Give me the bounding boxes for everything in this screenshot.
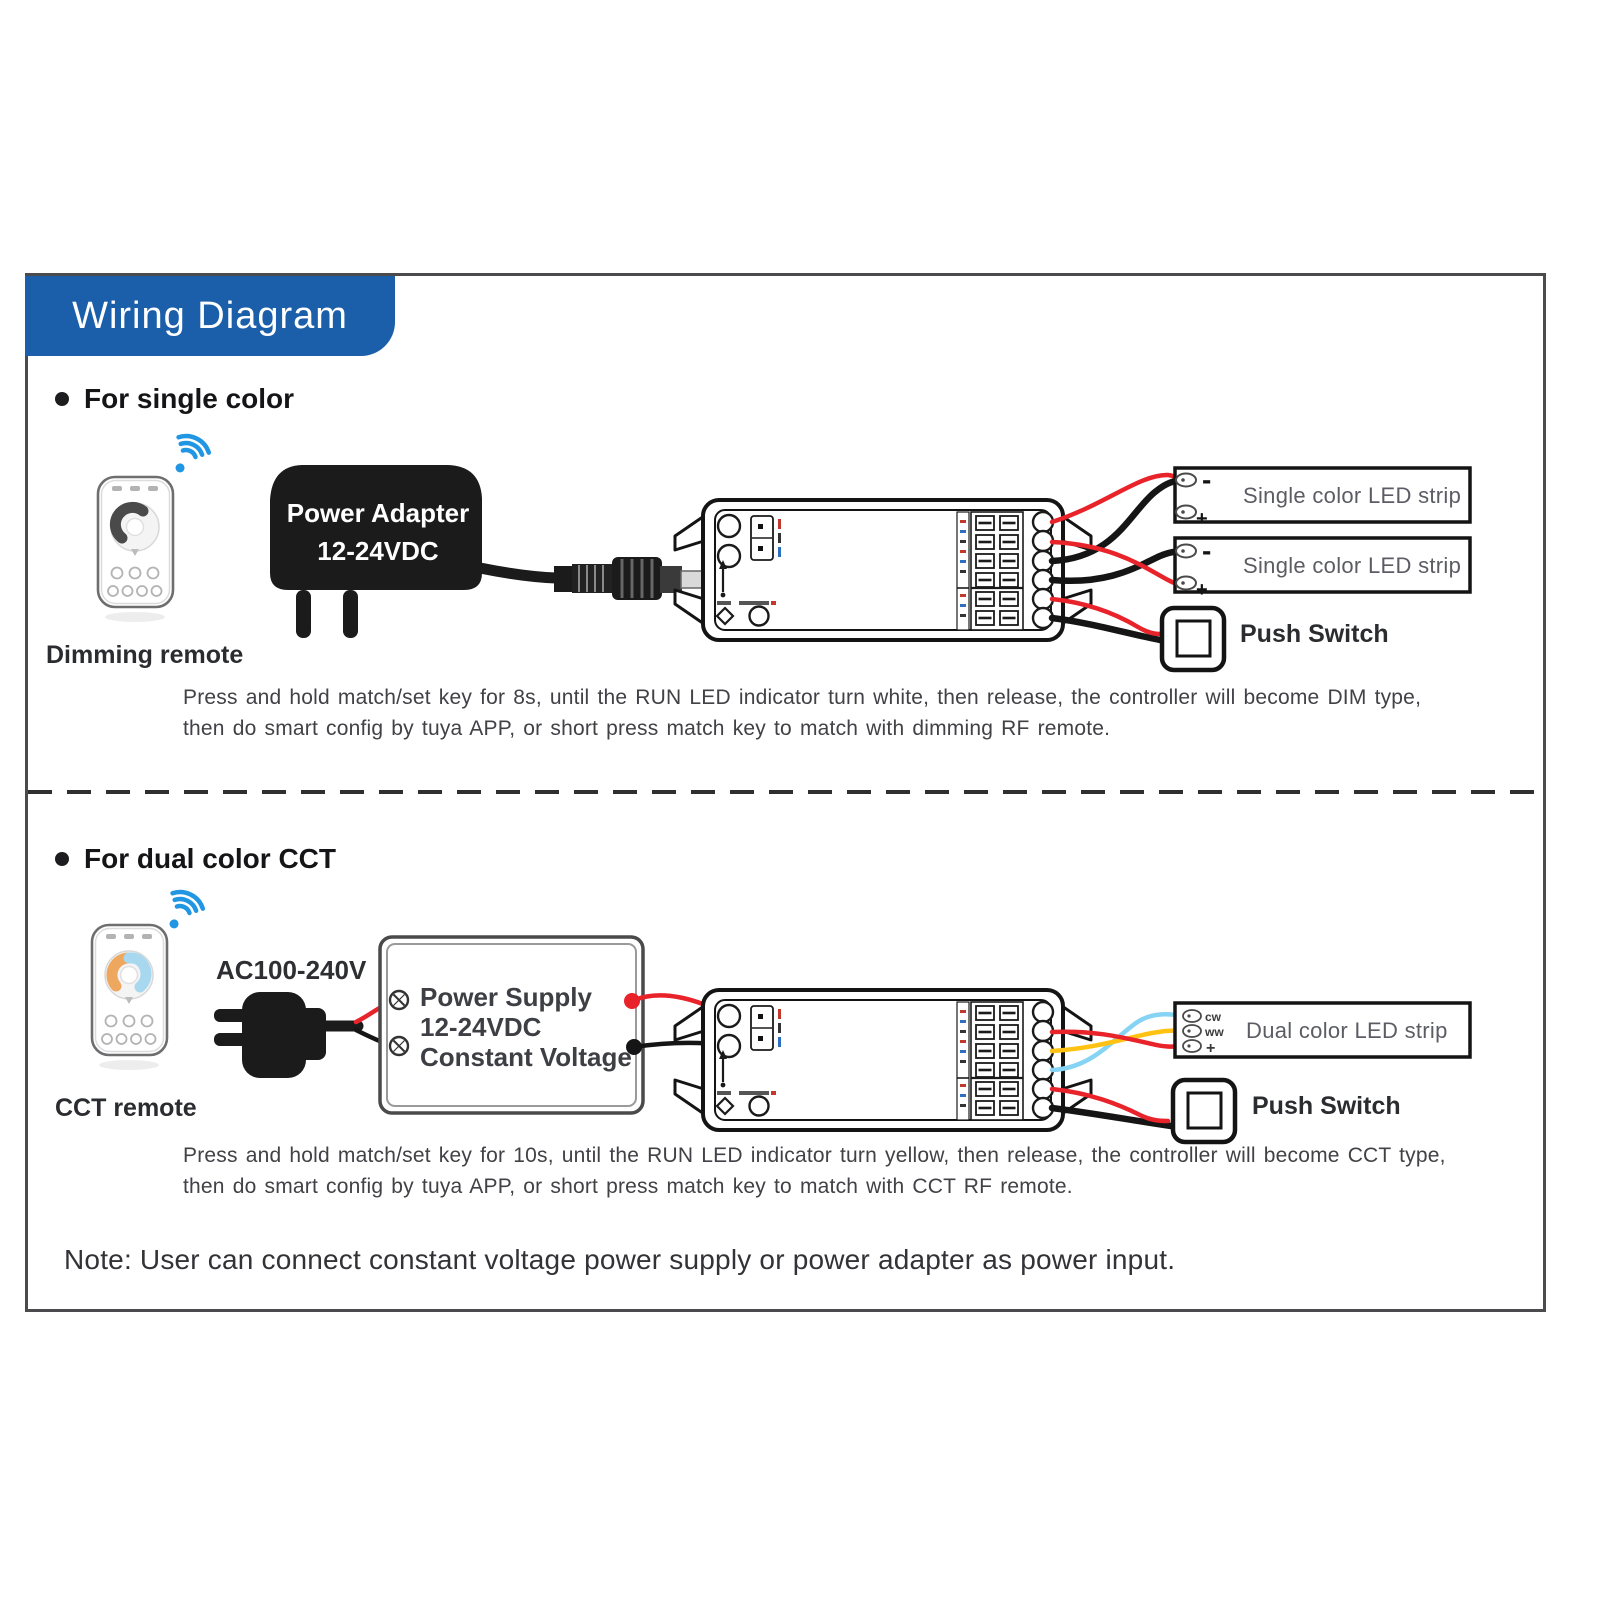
led-controller-dual <box>675 990 1091 1130</box>
svg-text:+: + <box>1196 508 1208 530</box>
cct-remote-label: CCT remote <box>55 1094 197 1122</box>
rf-signal-icon <box>171 433 211 473</box>
dimming-remote-label: Dimming remote <box>46 641 244 669</box>
dc-barrel-connector <box>554 557 718 600</box>
adapter-voltage: 12-24VDC <box>317 536 439 566</box>
wires-dual-output <box>1052 1014 1181 1126</box>
title-banner <box>25 276 395 356</box>
svg-text:+: + <box>1206 1040 1216 1057</box>
svg-text:ww: ww <box>1205 1025 1224 1039</box>
push-switch-label-dual: Push Switch <box>1252 1092 1401 1120</box>
svg-text:cw: cw <box>1205 1010 1222 1024</box>
svg-text:-: - <box>1202 464 1212 495</box>
led-controller-single <box>675 500 1091 640</box>
strip1-label: Single color LED strip <box>1243 483 1462 508</box>
section-heading-single: For single color <box>55 383 294 415</box>
adapter-title: Power Adapter <box>286 498 470 528</box>
push-switch-dual <box>1173 1080 1235 1142</box>
bullet-icon <box>55 392 69 406</box>
svg-text:-: - <box>1202 535 1212 566</box>
power-supply-text: Power Supply 12-24VDC Constant Voltage <box>420 982 632 1072</box>
bullet-icon <box>55 852 69 866</box>
instructions-dual: Press and hold match/set key for 10s, until the RUN LED indicator turn yellow, then release, the controller will become CCT type, then do smart config by tuya APP, or short press match key to match with CCT RF remote. <box>183 1144 1446 1198</box>
cct-remote-illustration <box>92 925 167 1070</box>
section-heading-dual: For dual color CCT <box>55 843 336 875</box>
rf-signal-icon <box>165 889 205 929</box>
push-switch-single <box>1162 608 1224 670</box>
dimming-remote-illustration <box>98 477 173 622</box>
note-text: Note: User can connect constant voltage power supply or power adapter as power input. <box>64 1244 1176 1275</box>
ac-plug-illustration <box>214 992 390 1078</box>
ac-input-label: AC100-240V <box>216 955 367 985</box>
page-title: Wiring Diagram <box>72 294 348 337</box>
strip2-label: Single color LED strip <box>1243 553 1462 578</box>
dual-strip-label: Dual color LED strip <box>1246 1018 1448 1043</box>
push-switch-label-single: Push Switch <box>1240 620 1389 648</box>
instructions-single: Press and hold match/set key for 8s, until the RUN LED indicator turn white, then release, the controller will become DIM type, then do smart config by tuya APP, or short press match key to match with dimming RF remote. <box>183 686 1422 740</box>
svg-text:+: + <box>1196 579 1208 601</box>
